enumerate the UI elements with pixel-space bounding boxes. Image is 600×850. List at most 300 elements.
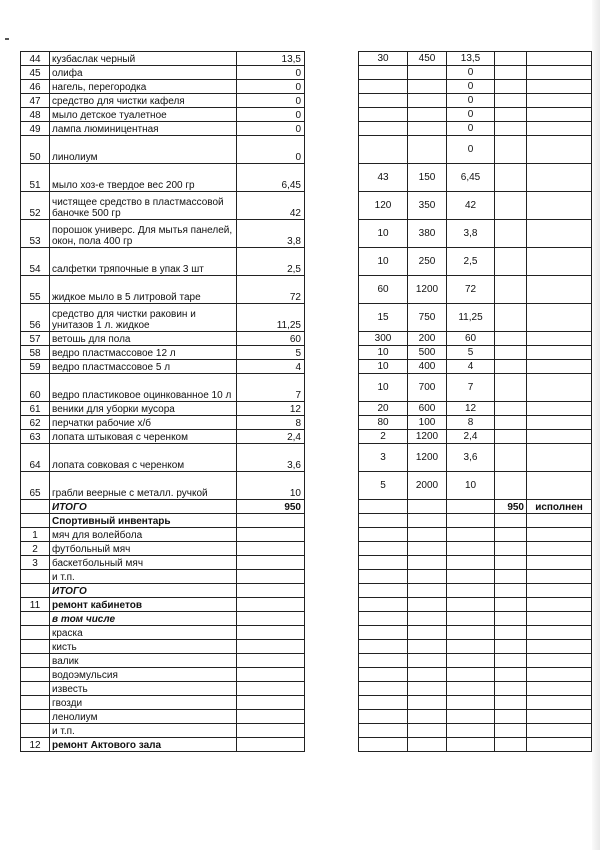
sum-cell: 2,5 — [447, 248, 495, 276]
quantity-cell: 10 — [359, 220, 408, 248]
table-row — [21, 654, 592, 668]
spacer-cell — [305, 416, 359, 430]
extra-cell — [495, 374, 527, 402]
note-cell — [527, 66, 592, 80]
spacer-cell — [305, 724, 359, 738]
extra-cell — [495, 640, 527, 654]
price-cell — [408, 682, 447, 696]
price-cell: 100 — [408, 416, 447, 430]
table-row — [21, 528, 592, 542]
note-cell — [527, 542, 592, 556]
table-row — [21, 444, 592, 472]
sum-cell — [447, 724, 495, 738]
amount-cell — [237, 598, 305, 612]
sum-cell: 2,4 — [447, 430, 495, 444]
item-name-cell: водоэмульсия — [50, 668, 237, 682]
row-number-cell: 47 — [21, 94, 50, 108]
row-number-cell: 11 — [21, 598, 50, 612]
sum-cell — [447, 640, 495, 654]
price-cell — [408, 542, 447, 556]
sum-cell — [447, 710, 495, 724]
extra-cell — [495, 430, 527, 444]
price-cell: 200 — [408, 332, 447, 346]
table-row — [21, 416, 592, 430]
spacer-cell — [305, 514, 359, 528]
price-cell: 1200 — [408, 444, 447, 472]
note-cell — [527, 220, 592, 248]
quantity-cell — [359, 528, 408, 542]
sum-cell: 10 — [447, 472, 495, 500]
quantity-cell — [359, 66, 408, 80]
amount-cell — [237, 668, 305, 682]
extra-cell — [495, 80, 527, 94]
note-cell — [527, 654, 592, 668]
amount-cell: 5 — [237, 346, 305, 360]
item-name-cell: валик — [50, 654, 237, 668]
spacer-cell — [305, 332, 359, 346]
extra-cell — [495, 360, 527, 374]
amount-cell — [237, 710, 305, 724]
extra-cell — [495, 584, 527, 598]
spacer-cell — [305, 612, 359, 626]
price-cell — [408, 514, 447, 528]
table-row — [21, 584, 592, 598]
amount-cell: 6,45 — [237, 164, 305, 192]
price-cell: 250 — [408, 248, 447, 276]
note-cell — [527, 598, 592, 612]
quantity-cell: 60 — [359, 276, 408, 304]
item-name-cell: известь — [50, 682, 237, 696]
row-number-cell: 53 — [21, 220, 50, 248]
spacer-cell — [305, 122, 359, 136]
sum-cell — [447, 584, 495, 598]
row-number-cell — [21, 696, 50, 710]
note-cell — [527, 164, 592, 192]
amount-cell — [237, 654, 305, 668]
sum-cell — [447, 696, 495, 710]
note-cell — [527, 108, 592, 122]
note-cell — [527, 304, 592, 332]
spacer-cell — [305, 626, 359, 640]
quantity-cell — [359, 514, 408, 528]
table-row — [21, 500, 592, 514]
amount-cell: 0 — [237, 80, 305, 94]
item-name-cell: баскетбольный мяч — [50, 556, 237, 570]
extra-cell — [495, 220, 527, 248]
sum-cell — [447, 612, 495, 626]
table-row — [21, 360, 592, 374]
sum-cell: 7 — [447, 374, 495, 402]
price-cell — [408, 654, 447, 668]
extra-cell — [495, 542, 527, 556]
spacer-cell — [305, 276, 359, 304]
row-number-cell: 51 — [21, 164, 50, 192]
amount-cell — [237, 612, 305, 626]
sum-cell — [447, 668, 495, 682]
price-cell — [408, 640, 447, 654]
quantity-cell: 5 — [359, 472, 408, 500]
quantity-cell: 10 — [359, 346, 408, 360]
note-cell — [527, 416, 592, 430]
table-row — [21, 122, 592, 136]
price-cell: 700 — [408, 374, 447, 402]
amount-cell: 2,5 — [237, 248, 305, 276]
sum-cell: 0 — [447, 122, 495, 136]
note-cell — [527, 136, 592, 164]
extra-cell — [495, 710, 527, 724]
item-name-cell: грабли веерные с металл. ручкой — [50, 472, 237, 500]
item-name-cell: средство для чистки раковин и унитазов 1 л. жидкое — [50, 304, 237, 332]
extra-cell — [495, 416, 527, 430]
table-row — [21, 374, 592, 402]
quantity-cell — [359, 598, 408, 612]
table-row — [21, 94, 592, 108]
amount-cell — [237, 626, 305, 640]
table-body — [21, 52, 592, 752]
amount-cell — [237, 724, 305, 738]
extra-cell — [495, 346, 527, 360]
note-cell — [527, 192, 592, 220]
amount-cell: 7 — [237, 374, 305, 402]
quantity-cell — [359, 94, 408, 108]
table-row — [21, 346, 592, 360]
price-cell — [408, 500, 447, 514]
row-number-cell: 59 — [21, 360, 50, 374]
sum-cell: 72 — [447, 276, 495, 304]
table-row — [21, 108, 592, 122]
quantity-cell — [359, 640, 408, 654]
extra-cell — [495, 612, 527, 626]
price-cell: 450 — [408, 52, 447, 66]
spacer-cell — [305, 136, 359, 164]
item-name-cell: и т.п. — [50, 724, 237, 738]
extra-cell — [495, 626, 527, 640]
price-cell — [408, 584, 447, 598]
table-row — [21, 542, 592, 556]
price-cell: 150 — [408, 164, 447, 192]
note-cell — [527, 444, 592, 472]
price-cell — [408, 136, 447, 164]
row-number-cell: 46 — [21, 80, 50, 94]
table-row — [21, 640, 592, 654]
price-cell — [408, 528, 447, 542]
item-name-cell: ленолиум — [50, 710, 237, 724]
spacer-cell — [305, 556, 359, 570]
sum-cell: 42 — [447, 192, 495, 220]
extra-cell — [495, 724, 527, 738]
sum-cell — [447, 598, 495, 612]
spacer-cell — [305, 80, 359, 94]
note-cell — [527, 584, 592, 598]
note-cell — [527, 402, 592, 416]
extra-cell — [495, 738, 527, 752]
amount-cell: 42 — [237, 192, 305, 220]
item-name-cell: веники для уборки мусора — [50, 402, 237, 416]
note-cell — [527, 360, 592, 374]
spacer-cell — [305, 402, 359, 416]
item-name-cell: и т.п. — [50, 570, 237, 584]
amount-cell: 11,25 — [237, 304, 305, 332]
extra-cell — [495, 696, 527, 710]
quantity-cell: 10 — [359, 374, 408, 402]
item-name-cell: ведро пластмассовое 12 л — [50, 346, 237, 360]
quantity-cell — [359, 654, 408, 668]
note-cell — [527, 332, 592, 346]
price-cell: 1200 — [408, 276, 447, 304]
sum-cell: 13,5 — [447, 52, 495, 66]
spacer-cell — [305, 108, 359, 122]
note-cell — [527, 374, 592, 402]
table-row — [21, 332, 592, 346]
item-name-cell: ремонт кабинетов — [50, 598, 237, 612]
amount-cell: 72 — [237, 276, 305, 304]
item-name-cell: порошок универс. Для мытья панелей, окон, пола 400 гр — [50, 220, 237, 248]
spacer-cell — [305, 598, 359, 612]
amount-cell: 2,4 — [237, 430, 305, 444]
amount-cell: 8 — [237, 416, 305, 430]
item-name-cell: салфетки тряпочные в упак 3 шт — [50, 248, 237, 276]
price-cell: 2000 — [408, 472, 447, 500]
note-cell — [527, 626, 592, 640]
sum-cell: 12 — [447, 402, 495, 416]
price-cell: 380 — [408, 220, 447, 248]
row-number-cell: 49 — [21, 122, 50, 136]
amount-cell — [237, 696, 305, 710]
extra-cell — [495, 136, 527, 164]
price-cell: 750 — [408, 304, 447, 332]
extra-cell — [495, 556, 527, 570]
extra-cell — [495, 668, 527, 682]
extra-cell — [495, 276, 527, 304]
amount-cell — [237, 542, 305, 556]
expense-table — [20, 51, 592, 752]
extra-cell — [495, 248, 527, 276]
row-number-cell: 64 — [21, 444, 50, 472]
quantity-cell — [359, 710, 408, 724]
extra-cell — [495, 444, 527, 472]
extra-cell — [495, 164, 527, 192]
note-cell — [527, 738, 592, 752]
quantity-cell — [359, 80, 408, 94]
sum-cell — [447, 514, 495, 528]
item-name-cell: кисть — [50, 640, 237, 654]
note-cell — [527, 276, 592, 304]
row-number-cell — [21, 724, 50, 738]
note-cell — [527, 248, 592, 276]
item-name-cell: кузбаслак черный — [50, 52, 237, 66]
price-cell: 350 — [408, 192, 447, 220]
note-cell — [527, 710, 592, 724]
extra-cell — [495, 528, 527, 542]
note-cell — [527, 430, 592, 444]
row-number-cell — [21, 640, 50, 654]
amount-cell: 60 — [237, 332, 305, 346]
note-cell — [527, 640, 592, 654]
amount-cell: 4 — [237, 360, 305, 374]
extra-cell — [495, 192, 527, 220]
extra-cell — [495, 66, 527, 80]
scan-mark — [5, 38, 9, 40]
note-cell — [527, 472, 592, 500]
note-cell — [527, 724, 592, 738]
item-name-cell: ИТОГО — [50, 584, 237, 598]
sum-cell: 0 — [447, 108, 495, 122]
price-cell: 500 — [408, 346, 447, 360]
table-row — [21, 738, 592, 752]
note-cell — [527, 612, 592, 626]
price-cell — [408, 612, 447, 626]
extra-cell — [495, 332, 527, 346]
row-number-cell: 44 — [21, 52, 50, 66]
price-cell — [408, 696, 447, 710]
row-number-cell: 56 — [21, 304, 50, 332]
sum-cell — [447, 570, 495, 584]
item-name-cell: ИТОГО — [50, 500, 237, 514]
row-number-cell: 57 — [21, 332, 50, 346]
price-cell: 1200 — [408, 430, 447, 444]
sum-cell — [447, 738, 495, 752]
sum-cell: 8 — [447, 416, 495, 430]
spacer-cell — [305, 248, 359, 276]
table-row — [21, 710, 592, 724]
table-row — [21, 248, 592, 276]
extra-cell — [495, 122, 527, 136]
note-cell — [527, 696, 592, 710]
quantity-cell — [359, 738, 408, 752]
row-number-cell — [21, 500, 50, 514]
spacer-cell — [305, 66, 359, 80]
quantity-cell: 80 — [359, 416, 408, 430]
item-name-cell: ведро пластмассовое 5 л — [50, 360, 237, 374]
sum-cell: 0 — [447, 94, 495, 108]
table-row — [21, 192, 592, 220]
sum-cell: 60 — [447, 332, 495, 346]
table-row — [21, 668, 592, 682]
price-cell — [408, 738, 447, 752]
spacer-cell — [305, 682, 359, 696]
item-name-cell: чистящее средство в пластмассовой баночке 500 гр — [50, 192, 237, 220]
table-row — [21, 220, 592, 248]
table-row — [21, 52, 592, 66]
item-name-cell: ремонт Актового зала — [50, 738, 237, 752]
table-row — [21, 514, 592, 528]
quantity-cell — [359, 612, 408, 626]
item-name-cell: жидкое мыло в 5 литровой таре — [50, 276, 237, 304]
sum-cell — [447, 542, 495, 556]
item-name-cell: мыло детское туалетное — [50, 108, 237, 122]
sum-cell — [447, 682, 495, 696]
row-number-cell: 58 — [21, 346, 50, 360]
quantity-cell — [359, 108, 408, 122]
row-number-cell — [21, 584, 50, 598]
quantity-cell: 120 — [359, 192, 408, 220]
item-name-cell: перчатки рабочие х/б — [50, 416, 237, 430]
quantity-cell — [359, 500, 408, 514]
amount-cell: 0 — [237, 108, 305, 122]
sum-cell — [447, 528, 495, 542]
item-name-cell: футбольный мяч — [50, 542, 237, 556]
price-cell — [408, 724, 447, 738]
amount-cell: 12 — [237, 402, 305, 416]
amount-cell: 0 — [237, 122, 305, 136]
price-cell — [408, 94, 447, 108]
note-cell — [527, 514, 592, 528]
extra-cell — [495, 402, 527, 416]
sum-cell: 0 — [447, 136, 495, 164]
note-cell — [527, 94, 592, 108]
quantity-cell: 10 — [359, 360, 408, 374]
item-name-cell: мыло хоз-е твердое вес 200 гр — [50, 164, 237, 192]
note-cell — [527, 668, 592, 682]
amount-cell: 3,6 — [237, 444, 305, 472]
table-row — [21, 598, 592, 612]
item-name-cell: в том числе — [50, 612, 237, 626]
amount-cell: 3,8 — [237, 220, 305, 248]
extra-cell — [495, 52, 527, 66]
note-cell — [527, 122, 592, 136]
row-number-cell: 55 — [21, 276, 50, 304]
quantity-cell — [359, 584, 408, 598]
table-row — [21, 556, 592, 570]
table-row — [21, 626, 592, 640]
note-cell — [527, 528, 592, 542]
extra-cell — [495, 598, 527, 612]
spacer-cell — [305, 304, 359, 332]
table-row — [21, 304, 592, 332]
amount-cell — [237, 738, 305, 752]
item-name-cell: ветошь для пола — [50, 332, 237, 346]
item-name-cell: олифа — [50, 66, 237, 80]
item-name-cell: линолиум — [50, 136, 237, 164]
amount-cell: 950 — [237, 500, 305, 514]
price-cell — [408, 598, 447, 612]
amount-cell — [237, 556, 305, 570]
sum-cell: 0 — [447, 80, 495, 94]
extra-cell — [495, 108, 527, 122]
quantity-cell — [359, 682, 408, 696]
row-number-cell: 62 — [21, 416, 50, 430]
extra-cell — [495, 472, 527, 500]
table-row — [21, 402, 592, 416]
amount-cell: 0 — [237, 136, 305, 164]
quantity-cell: 2 — [359, 430, 408, 444]
amount-cell: 0 — [237, 66, 305, 80]
quantity-cell: 3 — [359, 444, 408, 472]
spacer-cell — [305, 668, 359, 682]
row-number-cell: 63 — [21, 430, 50, 444]
price-cell — [408, 122, 447, 136]
amount-cell — [237, 640, 305, 654]
spacer-cell — [305, 710, 359, 724]
note-cell — [527, 556, 592, 570]
sum-cell — [447, 626, 495, 640]
spacer-cell — [305, 192, 359, 220]
extra-cell — [495, 304, 527, 332]
amount-cell — [237, 570, 305, 584]
spacer-cell — [305, 570, 359, 584]
row-number-cell: 2 — [21, 542, 50, 556]
note-cell — [527, 52, 592, 66]
amount-cell — [237, 584, 305, 598]
note-cell: исполнен — [527, 500, 592, 514]
sum-cell: 3,6 — [447, 444, 495, 472]
spacer-cell — [305, 430, 359, 444]
price-cell — [408, 626, 447, 640]
price-cell — [408, 710, 447, 724]
item-name-cell: нагель, перегородка — [50, 80, 237, 94]
quantity-cell: 43 — [359, 164, 408, 192]
quantity-cell — [359, 122, 408, 136]
